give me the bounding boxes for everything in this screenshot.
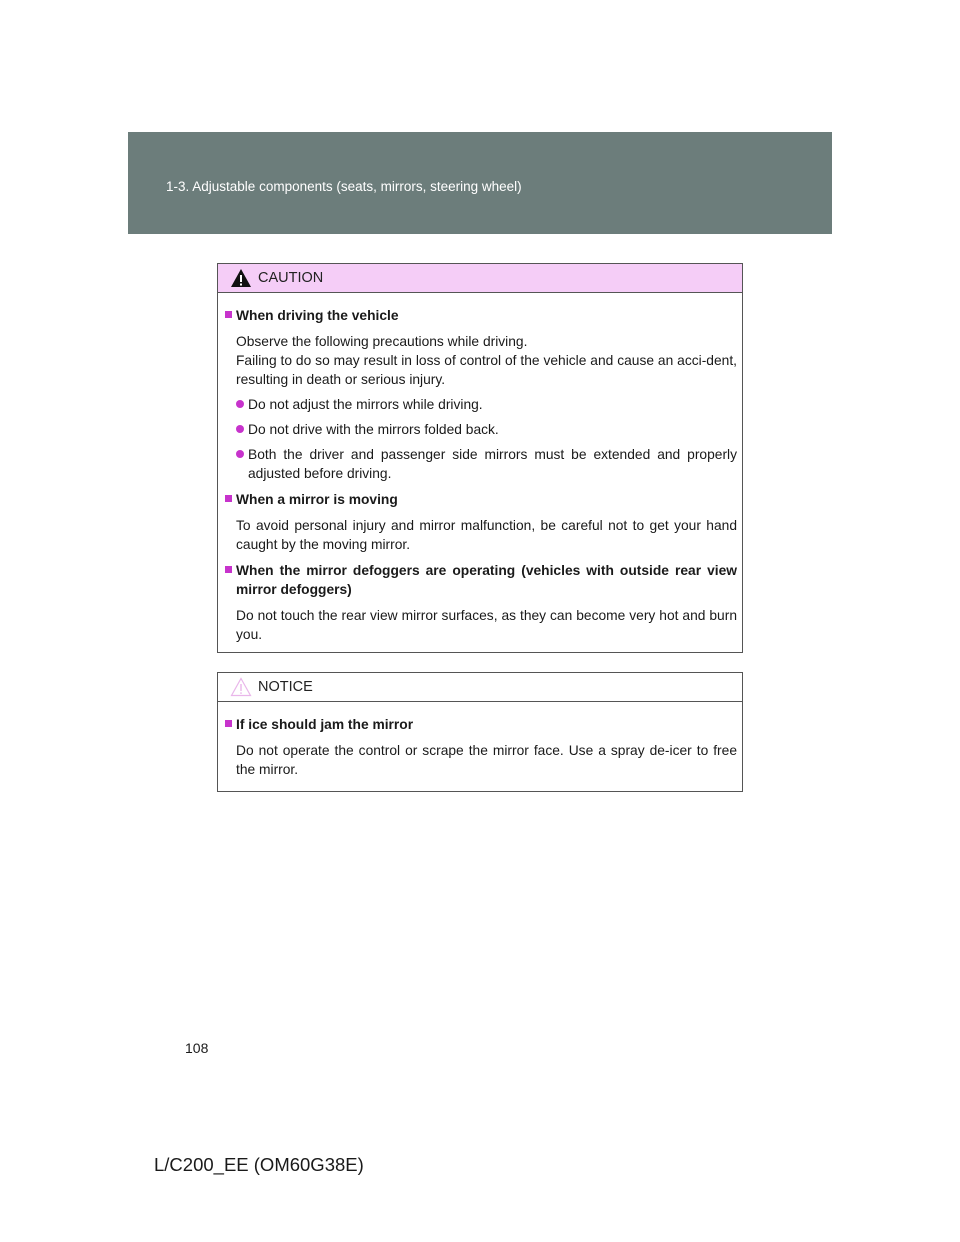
round-bullet-icon bbox=[236, 450, 244, 458]
section-header-band bbox=[128, 132, 832, 234]
section-heading bbox=[225, 561, 737, 599]
caution-section bbox=[225, 306, 737, 483]
list-item bbox=[225, 420, 737, 439]
section-heading bbox=[225, 715, 737, 734]
warning-triangle-icon bbox=[230, 268, 252, 288]
list-item-text: Do not drive with the mirrors folded back. bbox=[248, 422, 499, 437]
notice-label: NOTICE bbox=[258, 679, 313, 695]
footer-document-code: L/C200_EE (OM60G38E) bbox=[154, 1154, 364, 1175]
square-bullet-icon bbox=[225, 311, 232, 318]
section-heading-text: When the mirror defoggers are operating (vehicles with outside rear view mirror defoggers) bbox=[236, 563, 737, 597]
section-heading-text: When driving the vehicle bbox=[236, 308, 399, 323]
warning-triangle-outline-icon bbox=[230, 677, 252, 697]
section-paragraph: Do not operate the control or scrape the mirror face. Use a spray de-icer to free the mirror. bbox=[236, 743, 737, 777]
square-bullet-icon bbox=[225, 720, 232, 727]
caution-body bbox=[218, 293, 742, 644]
caution-label: CAUTION bbox=[258, 270, 324, 286]
caution-box bbox=[217, 263, 743, 653]
section-heading bbox=[225, 306, 737, 325]
list-item bbox=[225, 445, 737, 483]
round-bullet-icon bbox=[236, 400, 244, 408]
section-heading-text: If ice should jam the mirror bbox=[236, 717, 414, 732]
paragraph-line: Observe the following precautions while driving. bbox=[236, 334, 528, 349]
notice-box bbox=[217, 672, 743, 792]
round-bullet-icon bbox=[236, 425, 244, 433]
notice-body bbox=[218, 702, 742, 779]
page-number: 108 bbox=[185, 1040, 209, 1056]
list-item-text: Both the driver and passenger side mirrors must be extended and properly adjusted before driving. bbox=[248, 447, 737, 481]
section-heading bbox=[225, 490, 737, 509]
caution-section bbox=[225, 490, 737, 554]
square-bullet-icon bbox=[225, 566, 232, 573]
paragraph-line: Failing to do so may result in loss of control of the vehicle and cause an acci-dent, resulting in death or serious injury. bbox=[236, 353, 737, 387]
section-paragraph: Do not touch the rear view mirror surfaces, as they can become very hot and burn you. bbox=[236, 608, 737, 642]
list-item-text: Do not adjust the mirrors while driving. bbox=[248, 397, 483, 412]
square-bullet-icon bbox=[225, 495, 232, 502]
section-paragraph bbox=[225, 332, 737, 389]
caution-section bbox=[225, 561, 737, 644]
notice-header bbox=[218, 673, 742, 702]
section-header-title: 1-3. Adjustable components (seats, mirrors, steering wheel) bbox=[166, 179, 522, 194]
list-item bbox=[225, 395, 737, 414]
notice-section bbox=[225, 715, 737, 779]
caution-header bbox=[218, 264, 742, 293]
section-heading-text: When a mirror is moving bbox=[236, 492, 398, 507]
section-paragraph: To avoid personal injury and mirror malfunction, be careful not to get your hand caught by the moving mirror. bbox=[236, 518, 737, 552]
